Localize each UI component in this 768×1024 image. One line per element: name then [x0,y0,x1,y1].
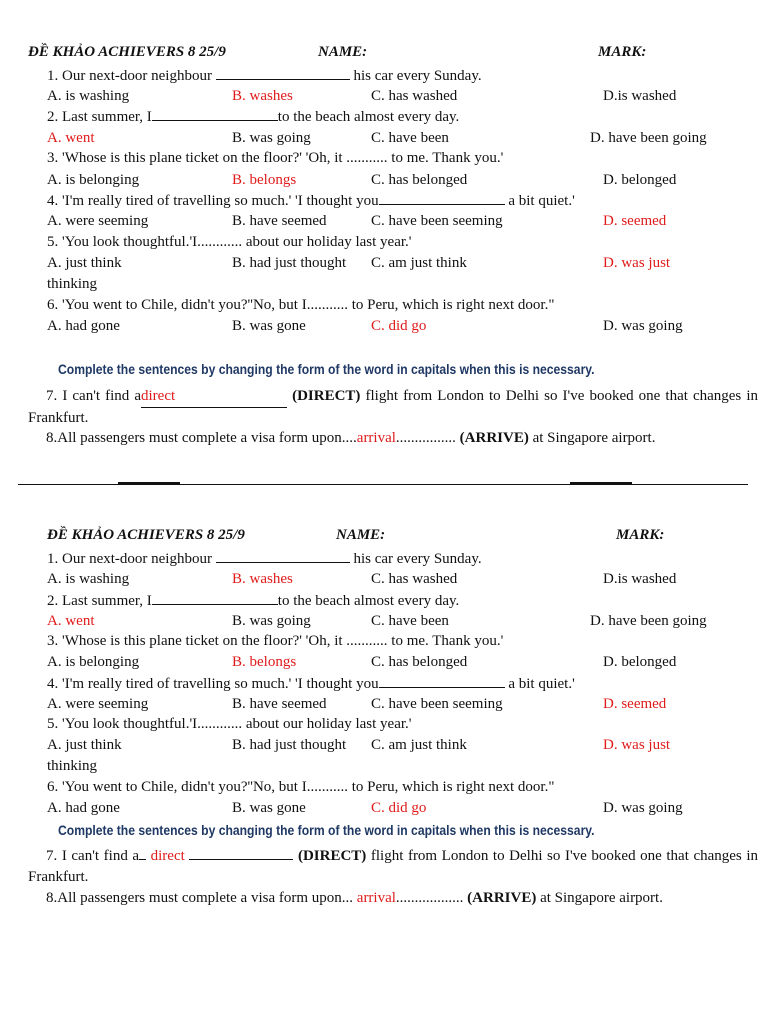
worksheet-title: ĐỀ KHẢO ACHIEVERS 8 25/9 [47,527,245,543]
keyword: (DIRECT) [292,388,361,404]
answer-field[interactable]: direct [150,848,185,864]
option-b[interactable]: B. was going [232,130,311,146]
option-b[interactable]: B. was going [232,613,311,629]
option-c[interactable]: C. has belonged [371,172,468,188]
option-b[interactable]: B. have seemed [232,213,327,229]
instruction-heading: Complete the sentences by changing the form of the word in capitals when this is necessary. [58,823,595,838]
option-c[interactable]: C. has washed [371,88,458,104]
question-4-stem: 4. 'I'm really tired of travelling so much.' 'I thought you a bit quiet.' [47,676,575,692]
option-a[interactable]: A. went [47,130,95,146]
question-2-stem: 2. Last summer, I to the beach almost every day. [47,593,460,609]
option-a[interactable]: A. is belonging [47,654,140,670]
answer-field[interactable]: arrival [356,890,396,906]
divider-mark [570,482,632,484]
option-a[interactable]: A. is washing [47,571,130,587]
option-a[interactable]: A. were seeming [47,696,149,712]
mark-label: MARK: [616,527,665,543]
option-b[interactable]: B. was gone [232,800,306,816]
option-c[interactable]: C. am just think [371,255,467,271]
option-b[interactable]: B. belongs [232,654,297,670]
option-c[interactable]: C. has washed [371,571,458,587]
question-2-stem: 2. Last summer, I to the beach almost every day. [47,109,460,125]
option-c[interactable]: C. did go [371,800,427,816]
question-7: 7. I can't find adirect (DIRECT) flight from London to Delhi so I've booked one that changes in Frankfurt. [28,388,758,426]
answer-blank[interactable] [216,549,350,563]
option-b[interactable]: B. was gone [232,318,306,334]
option-d[interactable]: D. was going [603,318,683,334]
option-c[interactable]: C. have been [371,130,449,146]
keyword: (DIRECT) [297,848,367,864]
option-d[interactable]: D. was just [603,737,671,753]
option-a[interactable]: A. had gone [47,318,120,334]
option-b[interactable]: B. washes [232,571,293,587]
question-8: 8.All passengers must complete a visa form upon....arrival................ (ARRIVE) at Singapore airport. [46,430,656,446]
question-7: 7. I can't find a direct (DIRECT) flight from London to Delhi so I've booked one that changes in Frankfurt. [28,848,758,885]
option-a[interactable]: A. just think [47,737,122,753]
name-label: NAME: [336,527,386,543]
option-a[interactable]: A. is belonging [47,172,140,188]
question-3-stem: 3. 'Whose is this plane ticket on the floor?' 'Oh, it ........... to me. Thank you.' [47,633,504,649]
answer-field[interactable]: arrival [356,430,396,446]
option-d[interactable]: D. have been going [590,613,707,629]
option-a[interactable]: A. went [47,613,95,629]
question-3-stem: 3. 'Whose is this plane ticket on the floor?' 'Oh, it ........... to me. Thank you.' [47,150,504,166]
option-c[interactable]: C. has belonged [371,654,468,670]
question-8: 8.All passengers must complete a visa form upon... arrival.................. (ARRIVE) at Singapore airport. [46,890,663,906]
option-c[interactable]: C. have been seeming [371,213,503,229]
answer-field[interactable]: direct [141,386,287,408]
option-d[interactable]: D. seemed [603,213,667,229]
option-c[interactable]: C. am just think [371,737,467,753]
option-c[interactable]: C. have been seeming [371,696,503,712]
question-6-stem: 6. 'You went to Chile, didn't you?''No, but I........... to Peru, which is right next door." [47,297,555,313]
option-c[interactable]: C. did go [371,318,427,334]
instruction-heading: Complete the sentences by changing the form of the word in capitals when this is necessary. [58,362,595,377]
option-d[interactable]: D. have been going [590,130,707,146]
option-d[interactable]: D. belonged [603,654,677,670]
question-6-stem: 6. 'You went to Chile, didn't you?''No, but I........... to Peru, which is right next door." [47,779,555,795]
answer-blank[interactable] [216,66,350,80]
option-b[interactable]: B. have seemed [232,696,327,712]
option-b[interactable]: B. had just thought [232,255,347,271]
mark-label: MARK: [598,44,647,60]
question-5-stem: 5. 'You look thoughtful.'I............ about our holiday last year.' [47,234,412,250]
option-a-wrap: thinking [47,276,98,292]
question-4-stem: 4. 'I'm really tired of travelling so much.' 'I thought you a bit quiet.' [47,193,575,209]
option-d[interactable]: D. was just [603,255,671,271]
option-b[interactable]: B. washes [232,88,293,104]
option-a[interactable]: A. is washing [47,88,130,104]
divider-mark [118,482,180,484]
question-1-stem: 1. Our next-door neighbour his car every Sunday. [47,551,482,567]
keyword: (ARRIVE) [467,890,537,906]
option-d[interactable]: D.is washed [603,88,677,104]
option-a[interactable]: A. were seeming [47,213,149,229]
option-a-wrap: thinking [47,758,98,774]
answer-blank[interactable] [379,674,505,688]
answer-blank[interactable] [379,191,505,205]
section-divider [18,484,748,485]
answer-blank[interactable] [152,591,278,605]
question-1-stem: 1. Our next-door neighbour his car every Sunday. [47,68,482,84]
answer-blank[interactable] [152,107,278,121]
answer-blank[interactable] [189,846,293,860]
option-d[interactable]: D. was going [603,800,683,816]
option-d[interactable]: D.is washed [603,571,677,587]
name-label: NAME: [318,44,368,60]
worksheet-title: ĐỀ KHẢO ACHIEVERS 8 25/9 [28,44,226,60]
option-d[interactable]: D. belonged [603,172,677,188]
option-b[interactable]: B. had just thought [232,737,347,753]
option-d[interactable]: D. seemed [603,696,667,712]
option-a[interactable]: A. had gone [47,800,120,816]
option-c[interactable]: C. have been [371,613,449,629]
keyword: (ARRIVE) [459,430,529,446]
option-b[interactable]: B. belongs [232,172,297,188]
option-a[interactable]: A. just think [47,255,122,271]
question-5-stem: 5. 'You look thoughtful.'I............ about our holiday last year.' [47,716,412,732]
